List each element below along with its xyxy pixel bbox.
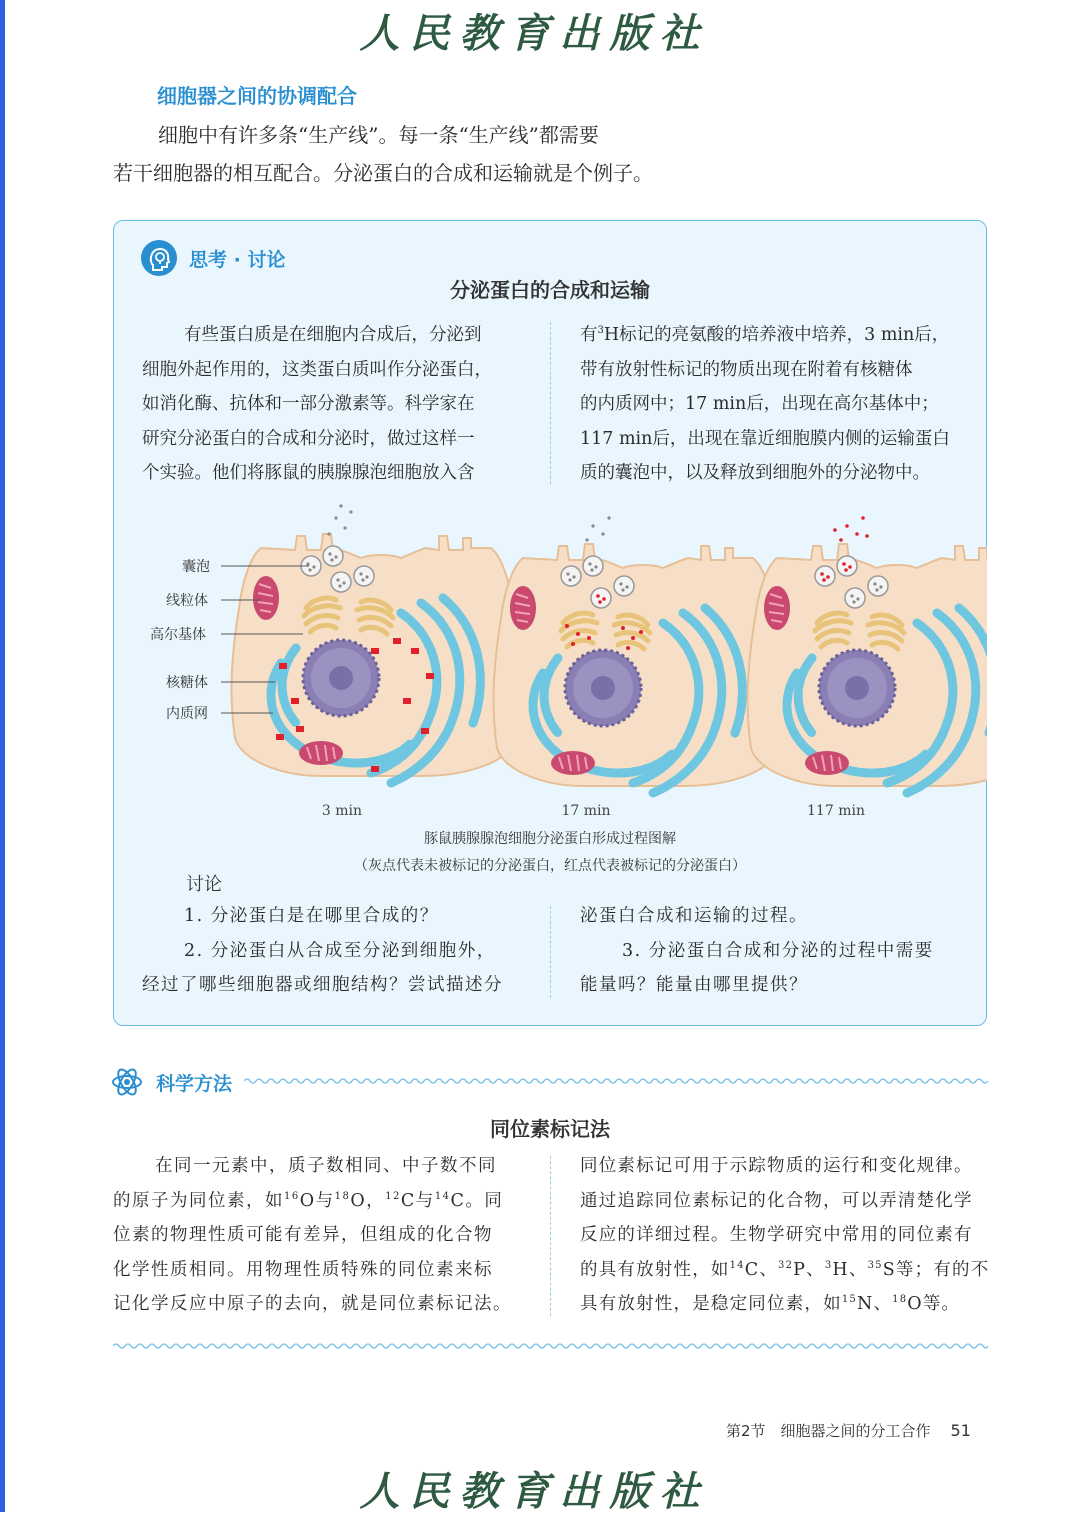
discussion-heading: 讨论	[186, 874, 222, 895]
label-ribosome: 核糖体	[166, 675, 208, 691]
text-line: 带有放射性标记的物质出现在附着有核糖体	[580, 359, 913, 380]
intro-paragraph	[113, 116, 713, 192]
text-line: 反应的详细过程。生物学研究中常用的同位素有	[580, 1225, 973, 1245]
discussion-text-right	[580, 318, 964, 491]
label-mitochondrion: 线粒体	[166, 593, 208, 609]
section-title: 细胞器之间的协调配合	[157, 84, 357, 108]
question-line: 3. 分泌蛋白合成和分泌的过程中需要	[622, 940, 934, 961]
text-line: 如消化酶、抗体和一部分激素等。科学家在	[142, 394, 475, 414]
text-line: 在同一元素中，质子数相同、中子数不同	[155, 1156, 497, 1176]
text-line: 记化学反应中原子的去向，就是同位素标记法。	[113, 1294, 512, 1314]
text-line: 个实验。他们将豚鼠的胰腺腺泡细胞放入含	[142, 463, 475, 483]
text-line: 同位素标记可用于示踪物质的运行和变化规律。	[580, 1156, 973, 1176]
column-divider	[550, 906, 551, 998]
text-line: 的具有放射性，如$^{14}$C、$^{32}$P、$^3$H、$^{35}$S等；有的不	[580, 1259, 990, 1280]
time-label-117min: 117 min	[807, 803, 865, 819]
discussion-title: 分泌蛋白的合成和运输	[450, 278, 650, 302]
wave-divider-top	[244, 1076, 988, 1086]
question-line: 能量吗？能量由哪里提供？	[580, 975, 808, 995]
science-method-label: 科学方法	[156, 1073, 233, 1095]
footer-section: 第2节 细胞器之间的分工合作	[726, 1422, 931, 1440]
publisher-logo-bottom: 人民教育出版社	[359, 1468, 710, 1515]
discussion-text-left	[142, 318, 524, 491]
left-edge-bar	[0, 0, 5, 1512]
question-line: 2. 分泌蛋白从合成至分泌到细胞外，	[184, 940, 496, 961]
question-line: 1. 分泌蛋白是在哪里合成的？	[184, 906, 439, 926]
text-line: 质的囊泡中，以及释放到细胞外的分泌物中。	[580, 463, 930, 483]
publisher-logo-top: 人民教育出版社	[359, 10, 710, 57]
intro-line-2: 若干细胞器的相互配合。分泌蛋白的合成和运输就是个例子。	[113, 161, 653, 185]
question-line: 泌蛋白合成和运输的过程。	[580, 906, 808, 926]
science-text-left	[113, 1149, 523, 1322]
text-line: 有$^3$H标记的亮氨酸的培养液中培养，3 min后，	[580, 325, 950, 345]
text-line: 具有放射性，是稳定同位素，如$^{15}$N、$^{18}$O等。	[580, 1294, 961, 1314]
text-line: 通过追踪同位素标记的化合物，可以弄清楚化学	[580, 1190, 973, 1211]
time-label-17min: 17 min	[561, 803, 611, 819]
text-line: 位素的物理性质可能有差异，但组成的化合物	[113, 1225, 493, 1245]
lightbulb-head-icon	[140, 239, 178, 277]
column-divider	[550, 1156, 551, 1316]
page-number: 51	[950, 1421, 971, 1440]
text-line: 研究分泌蛋白的合成和分泌时，做过这样一	[142, 428, 475, 449]
cell-17min	[494, 516, 783, 793]
cell-117min	[748, 516, 987, 793]
discussion-label: 思考 · 讨论	[189, 249, 286, 271]
atom-icon	[111, 1066, 143, 1098]
secretory-cell-figure	[113, 498, 987, 828]
column-divider	[550, 322, 551, 484]
text-line: 的原子为同位素，如$^{16}$O与$^{18}$O，$^{12}$C与$^{14}$C。同	[113, 1190, 504, 1211]
text-line: 117 min后，出现在靠近细胞膜内侧的运输蛋白	[580, 428, 950, 449]
questions-right	[580, 899, 964, 1003]
figure-caption: 豚鼠胰腺腺泡细胞分泌蛋白形成过程图解	[424, 831, 676, 847]
question-line: 经过了哪些细胞器或细胞结构？尝试描述分	[142, 975, 503, 995]
text-line: 的内质网中；17 min后，出现在高尔基体中；	[580, 394, 939, 414]
science-text-right	[580, 1149, 990, 1322]
label-golgi: 高尔基体	[150, 627, 206, 643]
wave-divider-bottom	[113, 1341, 988, 1351]
science-method-title: 同位素标记法	[490, 1117, 610, 1141]
label-vesicle: 囊泡	[182, 559, 210, 575]
text-line: 化学性质相同。用物理性质特殊的同位素来标	[113, 1259, 493, 1280]
text-line: 细胞外起作用的，这类蛋白质叫作分泌蛋白，	[142, 359, 492, 380]
text-line: 有些蛋白质是在细胞内合成后，分泌到	[184, 325, 482, 345]
figure-subcaption: （灰点代表未被标记的分泌蛋白，红点代表被标记的分泌蛋白）	[354, 858, 746, 874]
label-er: 内质网	[166, 706, 208, 722]
page-footer	[726, 1420, 971, 1441]
cell-3min	[232, 504, 521, 783]
time-label-3min: 3 min	[321, 803, 363, 819]
intro-line-1: 细胞中有许多条“生产线”。每一条“生产线”都需要	[158, 123, 599, 147]
questions-left	[142, 899, 526, 1003]
